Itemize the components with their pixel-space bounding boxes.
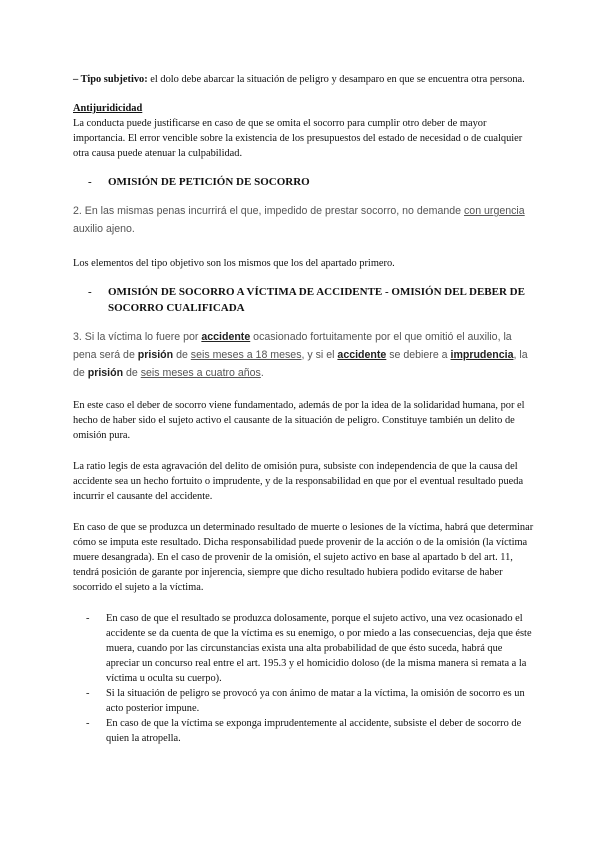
quote-term-prision: prisión: [87, 367, 124, 379]
quote-text: .: [260, 367, 264, 379]
quote-text: de: [123, 367, 141, 379]
section-heading-omision-peticion: [73, 174, 535, 190]
quote-link-range[interactable]: seis meses a cuatro años: [140, 367, 261, 379]
quote-text: 3. Si la víctima lo fuere por: [73, 331, 202, 343]
list-item-text: En caso de que la víctima se exponga imprudentemente al accidente, subsiste el deber de socorro de quien la atropella.: [106, 718, 522, 744]
resultado-paragraph: En caso de que se produzca un determinado resultado de muerte o lesiones de la víctima, habrá que determinar cómo se imputa este resultado. Dicha responsabilidad puede provenir de la acción o de la omisión (la víctima muere desangrada). En el caso de provenir de la omisión, el sujeto activo en base al apartado b del art. 11, tendrá posición de garante por injerencia, siempre que dicho resultado hubiera podido evitarse de haber socorrido el sujeto a la víctima.: [73, 522, 534, 593]
list-item-text: En caso de que el resultado se produzca dolosamente, porque el sujeto activo, una vez ocasionado el accidente se da cuenta de que la víctima es su enemigo, o por miedo a las consecuencias, deja que éste muera, cuando por las circunstancias exista una alta probabilidad de que ésto suceda, habrá que apreciar un concurso real entre el art. 195.3 y el homicidio doloso (de la misma manera si remata a la víctima u oculta su cuerpo).: [106, 613, 532, 684]
quote-link-accidente[interactable]: accidente: [201, 331, 251, 343]
list-item: [73, 686, 535, 716]
list-item: [73, 611, 535, 686]
list-dash: -: [86, 718, 90, 729]
quote-link-accidente[interactable]: accidente: [337, 349, 387, 361]
document-content: [73, 70, 535, 746]
quote-text: auxilio ajeno.: [73, 223, 135, 235]
tipo-subjetivo-paragraph: [73, 72, 535, 87]
list-item-text: Si la situación de peligro se provocó ya con ánimo de matar a la víctima, la omisión de socorro es un acto posterior impune.: [106, 688, 525, 714]
section-title: OMISIÓN DE SOCORRO A VÍCTIMA DE ACCIDENTE - OMISIÓN DEL DEBER DE SOCORRO CUALIFICADA: [108, 286, 525, 314]
tipo-subjetivo-lead: – Tipo subjetivo:: [73, 74, 148, 85]
elementos-paragraph: Los elementos del tipo objetivo son los mismos que los del apartado primero.: [73, 258, 395, 269]
quote-text: de: [173, 349, 191, 361]
section-dash: -: [88, 286, 92, 298]
antijuridicidad-heading: Antijuridicidad: [73, 103, 143, 114]
quote-link-imprudencia[interactable]: imprudencia: [450, 349, 514, 361]
list-dash: -: [86, 613, 90, 624]
quote-text: se debiere a: [386, 349, 451, 361]
section-dash: -: [88, 176, 92, 188]
section-title: OMISIÓN DE PETICIÓN DE SOCORRO: [108, 176, 310, 188]
quote-text: , y si el: [301, 349, 338, 361]
list-item: [73, 716, 535, 746]
quote-term-prision: prisión: [137, 349, 174, 361]
quote-link-range[interactable]: seis meses a 18 meses: [190, 349, 302, 361]
quote-link-con-urgencia[interactable]: con urgencia: [464, 205, 525, 217]
tipo-subjetivo-text: el dolo debe abarcar la situación de peligro y desamparo en que se encuentra otra persona.: [147, 74, 525, 85]
quote-text: 2. En las mismas penas incurrirá el que, impedido de prestar socorro, no demande: [73, 205, 464, 217]
ratio-legis-paragraph: La ratio legis de esta agravación del delito de omisión pura, subsiste con independencia de que la causa del accidente sea un hecho fortuito o imprudente, y de la responsabilidad en que por el eventual resultado pueda incurrir el causante del accidente.: [73, 461, 524, 502]
quote-text: , la de: [73, 349, 528, 379]
section-heading-omision-victima: [73, 284, 535, 316]
antijuridicidad-text: La conducta puede justificarse en caso de que se omita el socorro para cumplir otro deber de mayor importancia. El error vencible sobre la existencia de los presupuestos del estado de necesidad o de cualquier otra causa puede atenuar la culpabilidad.: [73, 118, 523, 159]
fundamento-paragraph: En este caso el deber de socorro viene fundamentado, además de por la idea de la solidaridad humana, por el hecho de haber sido el sujeto activo el causante de la situación de peligro. Constituye también un delito de omisión pura.: [73, 400, 525, 441]
legal-quote-3: [73, 328, 535, 382]
cases-list: [73, 611, 535, 746]
list-dash: -: [86, 688, 90, 699]
legal-quote-2: [73, 202, 535, 238]
quote-text: ocasionado fortuitamente por el que omitió el auxilio, la pena será de: [73, 331, 512, 361]
